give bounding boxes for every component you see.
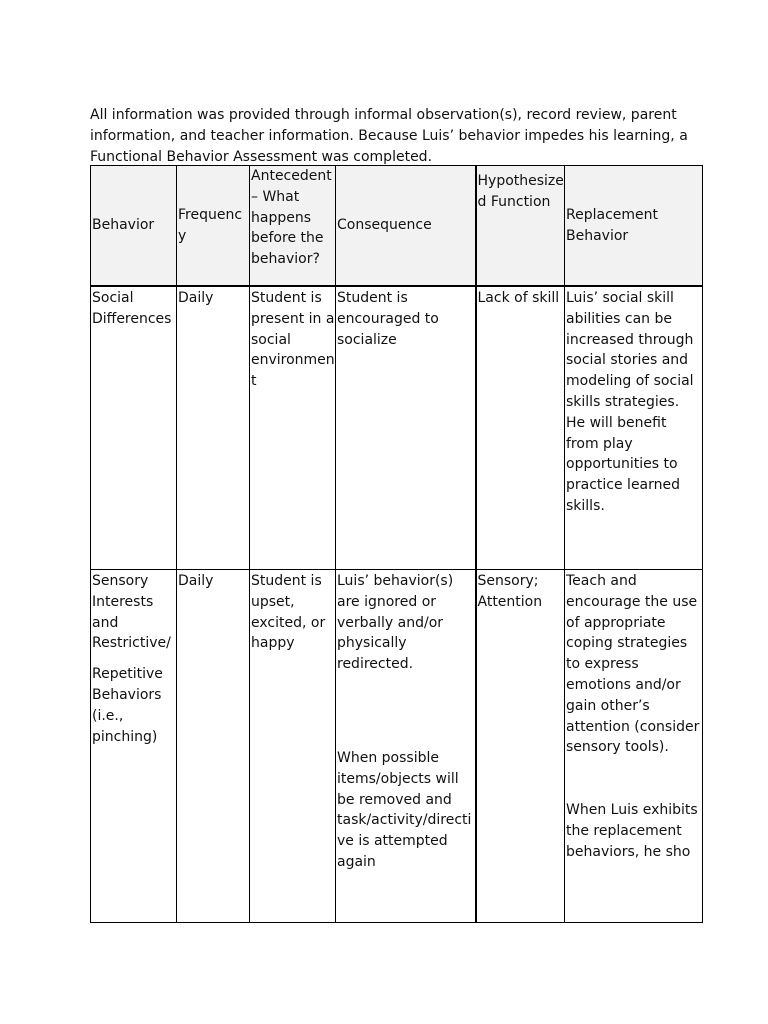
cell-frequency: Daily [177, 286, 250, 570]
table-row [91, 570, 703, 923]
header-consequence: Consequence [336, 166, 476, 287]
intro-paragraph: All information was provided through informal observation(s), record review, parent information, and teacher information. Because Luis’ behavior impedes his learning, a Functional Behavior Assessment was completed. [90, 107, 688, 165]
header-hypothesized-function: Hypothesized Function [476, 166, 565, 287]
cell-text: Teach and encourage the use of appropriate coping strategies to express emotions and/or gain other’s attention (consider sensory tools). [566, 573, 700, 756]
cell-consequence [336, 286, 476, 570]
cell-function: Lack of skill [476, 286, 565, 570]
fba-table [90, 165, 703, 923]
cell-consequence [336, 570, 476, 923]
cell-text: Luis’ behavior(s) are ignored or verbally and/or physically redirected. [337, 573, 454, 673]
cell-behavior [91, 286, 177, 570]
cell-text: Student is encouraged to socialize [337, 290, 439, 348]
cell-text: Repetitive Behaviors (i.e., pinching) [92, 666, 163, 745]
cell-replacement [565, 570, 703, 923]
table-row [91, 286, 703, 570]
cell-function: Sensory; Attention [476, 570, 565, 923]
cell-behavior [91, 570, 177, 923]
cell-text: Social Differences [92, 290, 172, 327]
header-behavior: Behavior [91, 166, 177, 287]
header-frequency: Frequency [177, 166, 250, 287]
cell-frequency: Daily [177, 570, 250, 923]
cell-replacement [565, 286, 703, 570]
cell-text: When possible items/objects will be removed and task/activity/directive is attempted again [337, 749, 472, 870]
cell-text: When Luis exhibits the replacement behaviors, he sho [566, 802, 698, 860]
cell-antecedent: Student is upset, excited, or happy [250, 570, 336, 923]
header-antecedent: Antecedent – What happens before the behavior? [250, 166, 336, 287]
cell-antecedent: Student is present in a social environment [250, 286, 336, 570]
table-header-row [91, 166, 703, 287]
cell-text: Sensory Interests and Restrictive/ [92, 573, 171, 652]
header-replacement-behavior: Replacement Behavior [565, 166, 703, 287]
cell-text: Luis’ social skill abilities can be increased through social stories and modeling of social skills strategies. He will benefit from play opportunities to practice learned skills. [566, 290, 694, 514]
